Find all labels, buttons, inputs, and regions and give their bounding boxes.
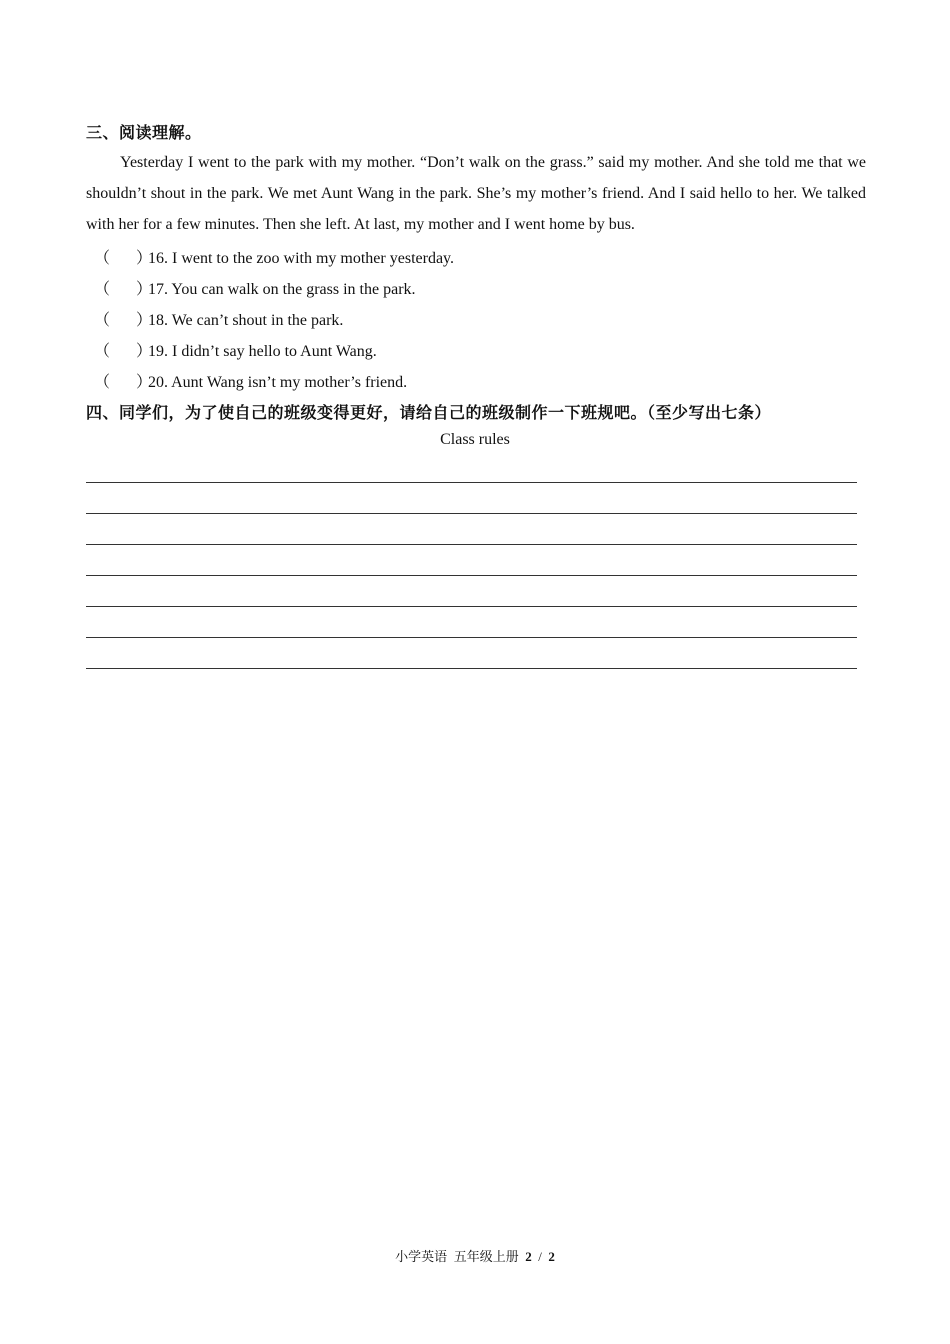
question-20 — [94, 369, 407, 392]
answer-paren-open: （ — [94, 281, 111, 298]
answer-line[interactable] — [86, 668, 857, 669]
answer-line[interactable] — [86, 637, 857, 638]
answer-paren-close: ） — [136, 374, 153, 391]
answer-paren-open: （ — [94, 374, 111, 391]
class-rules-title: Class rules — [440, 431, 510, 448]
reading-passage-text: Yesterday I went to the park with my mother. “Don’t walk on the grass.” said my mother. And she told me that we shouldn’t shout in the park. We met Aunt Wang in the park. She’s my mother’s friend. And I said hello to her. We talked with her for a few minutes. Then she left. At last, my mother and I went home by bus. — [86, 154, 866, 233]
page-footer — [0, 1246, 950, 1265]
footer-page-number: 2 — [525, 1249, 532, 1264]
answer-paren-open: （ — [94, 343, 111, 360]
answer-paren-close: ） — [136, 343, 153, 360]
question-text: 19. I didn’t say hello to Aunt Wang. — [148, 343, 377, 360]
section-4-heading: 四、同学们，为了使自己的班级变得更好，请给自己的班级制作一下班规吧。（至少写出七条） — [86, 403, 772, 422]
answer-paren-close: ） — [136, 281, 153, 298]
footer-page-total: 2 — [548, 1249, 555, 1264]
answer-line[interactable] — [86, 544, 857, 545]
answer-line[interactable] — [86, 482, 857, 483]
answer-paren-open: （ — [94, 312, 111, 329]
question-17 — [94, 276, 416, 299]
footer-grade: 五年级上册 — [453, 1249, 519, 1264]
question-text: 17. You can walk on the grass in the park. — [148, 281, 416, 298]
answer-line[interactable] — [86, 606, 857, 607]
question-text: 16. I went to the zoo with my mother yesterday. — [148, 250, 454, 267]
answer-paren-close: ） — [136, 312, 153, 329]
question-16 — [94, 245, 454, 268]
footer-separator: / — [538, 1249, 542, 1264]
answer-line[interactable] — [86, 575, 857, 576]
footer-subject: 小学英语 — [395, 1249, 448, 1264]
section-3-heading: 三、阅读理解。 — [86, 123, 202, 142]
answer-paren-close: ） — [136, 250, 153, 267]
question-text: 18. We can’t shout in the park. — [148, 312, 344, 329]
question-text: 20. Aunt Wang isn’t my mother’s friend. — [148, 374, 408, 391]
question-19 — [94, 338, 377, 361]
answer-line[interactable] — [86, 513, 857, 514]
question-18 — [94, 307, 343, 330]
answer-paren-open: （ — [94, 250, 111, 267]
reading-passage — [86, 147, 866, 240]
